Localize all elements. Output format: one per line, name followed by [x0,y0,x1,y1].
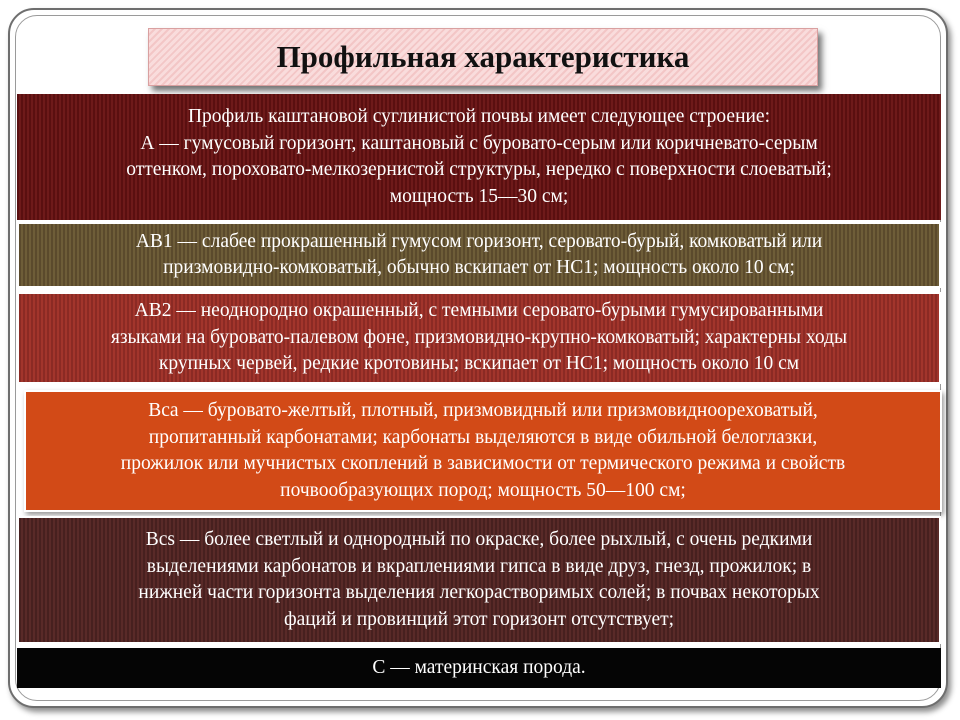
slide-title: Профильная характеристика [276,39,690,74]
horizon-ab1-line: AB1 — слабее прокрашенный гумусом горизонт, серовато-бурый, комковатый или [135,230,823,252]
horizon-c-block [17,648,941,688]
horizon-bcs-line: нижней части горизонта выделения легкорастворимых солей; в почвах некоторых [138,582,820,603]
horizon-a-block [17,94,941,220]
horizon-a-line: оттенком, пороховато-мелкозернистой структуры, нередко с поверхности слоеватый; [126,159,832,180]
horizon-bca-line: Bca — буровато-желтый, плотный, призмовидный или призмовидноореховатый, [148,400,818,421]
title-box [148,28,818,86]
horizon-ab2-line: AB2 — неоднородно окрашенный, с темными серовато-бурыми гумусированными [134,300,824,322]
horizon-bcs-line: фаций и провинций этот горизонт отсутствует; [283,608,675,630]
horizon-bca-line: пропитанный карбонатами; карбонаты выделяются в виде обильной белоглазки, [148,426,818,448]
horizon-ab1-line: призмовидно-комковатый, обычно вскипает от НС1; мощность около 10 см; [163,257,795,278]
horizon-ab2-block [17,292,941,384]
horizon-bcs-line: выделениями карбонатов и вкраплениями гипса в виде друз, гнезд, прожилок; в [146,555,812,577]
horizon-c-line: С — материнская порода. [372,656,586,678]
horizon-ab2-line: крупных червей, редкие кротовины; вскипает от НС1; мощность около 10 см [158,353,800,375]
horizon-bca-line: прожилок или мучнистых скоплений в зависимости от термического режима и свойств [120,453,846,474]
horizon-bcs-block [17,516,941,644]
horizon-ab2-line: языками на буровато-палевом фоне, призмовидно-крупно-комковатый; характерны ходы [110,326,848,348]
horizon-a-line: мощность 15—30 см; [389,185,569,207]
horizon-ab1-block [17,222,941,288]
horizon-bca-block [24,390,942,512]
horizon-bca-line: почвообразующих пород; мощность 50—100 см; [280,479,686,501]
horizon-a-line: А — гумусовый горизонт, каштановый с буровато-серым или коричневато-серым [140,132,818,154]
horizon-bcs-line: Bcs — более светлый и однородный по окраске, более рыхлый, с очень редкими [145,529,813,550]
horizon-a-line: Профиль каштановой суглинистой почвы имеет следующее строение: [187,106,771,127]
